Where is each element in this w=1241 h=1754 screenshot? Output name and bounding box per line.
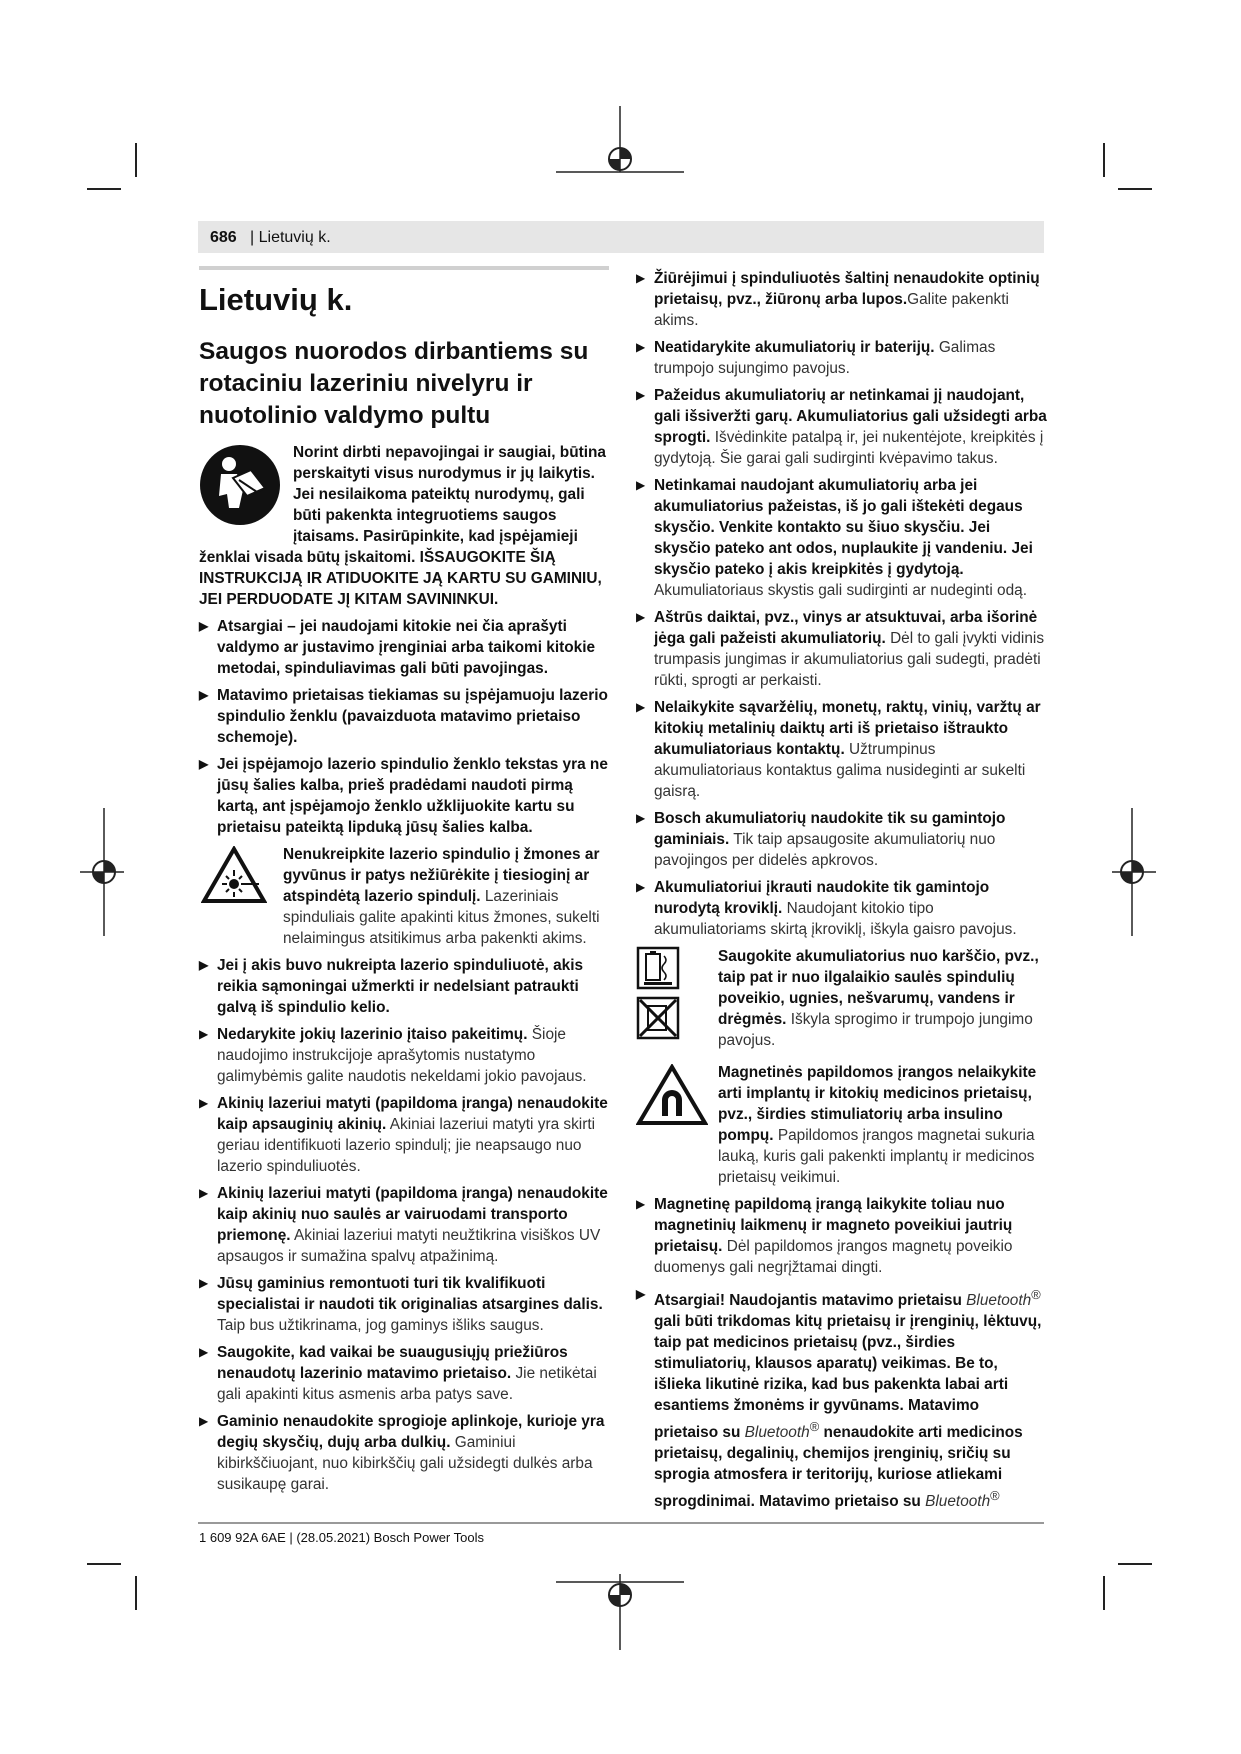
list-item-text: Gaminiui kibirkščiuojant, nuo kibirkščių gali užsidegti dulkės arba susikaupę garai. [217,1434,593,1493]
list-item [636,877,1047,940]
laser-warning-block [199,844,609,949]
magnet-warning-block [636,1062,1047,1188]
heat-warning-block [636,946,1047,1056]
right-column [636,268,1047,1518]
list-item [636,337,1047,379]
registration-mark-right [1112,808,1156,938]
list-item [636,1194,1047,1278]
list-item-bold: Nedarykite jokių lazerinio įtaiso pakeitimų. [217,1026,528,1043]
laser-warning-text: Lazeriniais spinduliais galite apakinti kitus žmones, sukelti nelaimingus atsitikimus arba pakenkti akims. [283,888,600,947]
list-item-text: Užtrumpinus akumuliatoriaus kontaktus galima nusideginti ar sukelti gaisrą. [654,741,1026,800]
list-item-bold: Aštrūs daiktai, pvz., vinys ar atsuktuvai, arba išorinė jėga gali pažeisti akumuliatorių. [654,609,1038,647]
heat-warning-text: Iškyla sprogimo ir trumpojo jungimo pavojus. [718,1011,1033,1049]
list-item [199,1024,609,1087]
bullet-arrow-icon: ▶ [636,610,646,624]
magnet-warning-icon [636,1064,708,1126]
bullet-arrow-icon: ▶ [199,757,209,771]
battery-no-water-icon [636,996,680,1040]
list-item [199,616,609,679]
list-item [636,385,1047,469]
page-title: Lietuvių k. [199,282,353,317]
intro-text: Norint dirbti nepavojingai ir saugiai, būtina perskaityti visus nurodymus ir jų laikytis. Jei nesilaikoma pateiktų nurodymų, gali būti pakenkta integruotiems saugos įtaisams. Pasirūpinkite, kad įspėjamieji ženklai visada būtų įskaitomi. IŠSAUGOKITE ŠIĄ INSTRUKCIJĄ IR ATIDUOKITE JĄ KARTU SU GAMINIU, JEI PERDUODATE JĮ KITAM SAVININKUI. [199,444,606,608]
heat-warning-bold: Saugokite akumuliatorius nuo karščio, pvz., taip pat ir nuo ilgalaikio saulės spindulių poveikio, ugnies, nešvarumų, vandens ir drėgmės. [718,948,1039,1028]
laser-warning-bold: Nenukreipkite lazerio spindulio į žmones ar gyvūnus ir patys nežiūrėkite į tiesioginį ar atspindėtą lazerio spindulį. [283,846,600,905]
list-item-text: Galimas trumpojo sujungimo pavojus. [654,339,996,377]
bullet-arrow-icon: ▶ [199,1027,209,1041]
bullet-arrow-icon: ▶ [636,1287,646,1301]
bullet-arrow-icon: ▶ [636,478,646,492]
list-item-text: Naudojant kitokio tipo akumuliatoriams skirtą įkroviklį, iškyla gaisro pavojus. [654,900,1017,938]
battery-heat-icon [636,946,680,990]
list-item [199,1273,609,1336]
list-item-text: Akumuliatoriaus skystis gali sudirginti ar nudeginti odą. [654,582,1027,599]
list-item-text: Jie netikėtai gali apakinti kitus asmenis arba patys save. [217,1365,597,1403]
list-item [199,754,609,838]
list-item-bold: Saugokite, kad vaikai be suaugusiųjų priežiūros nenaudotų lazerinio matavimo prietaiso. [217,1344,568,1382]
bullet-arrow-icon: ▶ [199,1096,209,1110]
list-item [636,268,1047,331]
bullet-arrow-icon: ▶ [199,1345,209,1359]
list-item-text: Atsargiai – jei naudojami kitokie nei čia aprašyti valdymo ar justavimo įrenginiai arba taikomi kitokie metodai, spinduliavimas gali būti pavojingas. [217,618,596,677]
section-title: Saugos nuorodos dirbantiems su rotaciniu lazeriniu nivelyru ir nuotolinio valdymo pultu [199,338,589,429]
list-item-text: Taip bus užtikrinama, jog gaminys išliks saugus. [217,1317,544,1334]
page-number: 686 [210,229,237,246]
footer-rule [198,1522,1044,1524]
page-footer: 1 609 92A 6AE | (28.05.2021) Bosch Power Tools [199,1530,484,1545]
bullet-arrow-icon: ▶ [199,958,209,972]
list-item-bold: Neatidarykite akumuliatorių ir baterijų. [654,339,935,356]
list-item-text: nenaudokite arti medicinos prietaisų, degalinių, chemijos įrenginių, sričių su sprogia atmosfera ir teritorijų, kuriose atliekami sprogdinimai. Matavimo prietaiso su [654,1424,1023,1511]
bluetooth-term: Bluetooth [966,1292,1032,1310]
magnet-warning-text: Papildomos įrangos magnetai sukuria lauką, kuris gali pakenkti implantų ir medicinos prietaisų veikimui. [718,1127,1035,1186]
list-item-text: Jei įspėjamojo lazerio spindulio ženklo tekstas yra ne jūsų šalies kalba, prieš pradėdami naudoti pirmą kartą, ant įspėjamojo ženklo užklijuokite kartu su prietaisu pateiktą lipduką jūsų šalies kalba. [217,756,608,836]
bullet-arrow-icon: ▶ [636,271,646,285]
list-item-bold: Akinių lazeriui matyti (papildoma įranga) nenaudokite kaip apsauginių akinių. [217,1095,608,1133]
list-item-bold: Netinkamai naudojant akumuliatorių arba jei akumuliatorius pažeistas, iš jo gali ištekėti degaus skysčio. Venkite kontakto su šiuo skysčiu. Jei skysčio pateko ant odos, nuplaukite jį vandeniu. Jei skysčio pateko į akis kreipkitės į gydytoją. [654,477,1033,578]
list-item-bold: Akumuliatoriui įkrauti naudokite tik gamintojo nurodytą kroviklį. [654,879,990,917]
registered-mark: ® [809,1419,820,1435]
list-item-bold: Žiūrėjimui į spinduliuotės šaltinį nenaudokite optinių prietaisų, pvz., žiūronų arba lupos. [654,270,1040,308]
list-item-bold: Gaminio nenaudokite sprogioje aplinkoje, kurioje yra degių skysčių, dujų arba dulkių. [217,1413,605,1451]
header-section: | Lietuvių k. [250,229,331,246]
list-item [199,685,609,748]
bullet-arrow-icon: ▶ [199,619,209,633]
list-item [199,1411,609,1495]
list-item [636,697,1047,802]
list-item-bold: Magnetinę papildomą įrangą laikykite toliau nuo magnetinių laikmenų ir magneto poveikiui jautrių prietaisų. [654,1196,1013,1255]
list-item-text: Dėl papildomos įrangos magnetų poveikio duomenys gali negrįžtamai dingti. [654,1238,1013,1276]
list-item [199,1342,609,1405]
laser-warning-icon [201,846,267,904]
bullet-arrow-icon: ▶ [199,688,209,702]
list-item-text: Galite pakenkti akims. [654,291,1009,329]
list-item-text: Tik taip apsaugosite akumuliatorių nuo pavojingos per didelės apkrovos. [654,831,996,869]
bullet-arrow-icon: ▶ [636,811,646,825]
bullet-arrow-icon: ▶ [636,700,646,714]
list-item-text: Išvėdinkite patalpą ir, jei nukentėjote, kreipkitės į gydytoją. Šie garai gali sudirginti kvėpavimo takus. [654,429,1044,467]
registered-mark: ® [1031,1287,1041,1302]
bullet-arrow-icon: ▶ [636,880,646,894]
header-section-label: Lietuvių k. [258,229,331,246]
list-item-text: Atsargiai! Naudojantis matavimo prietaisu [654,1292,962,1310]
bullet-arrow-icon: ▶ [636,1197,646,1211]
list-item-text: Dėl to gali įvykti vidinis trumpasis jungimas ir akumuliatorius gali sudegti, pradėti rūkti, sprogti ar perkaisti. [654,630,1045,689]
list-item [636,607,1047,691]
list-item-text: gali būti trikdomas kitų prietaisų ir įrenginių, lėktuvų, taip pat medicinos prietaisų (pvz., širdies stimuliatorių, klausos aparatų) veikimas. Be to, išlieka likutinė rizika, kad bus pakenkta labai arti esantiems žmonėms ir gyvūnams. Matavimo prietaiso su [654,1313,1042,1442]
list-item-bold: Jūsų gaminius remontuoti turi tik kvalifikuoti specialistai ir naudoti tik originalias atsargines dalis. [217,1275,603,1313]
list-item [636,808,1047,871]
list-item [199,955,609,1018]
list-item-text: Šioje naudojimo instrukcijoje aprašytomis nustatymo galimybėmis galite naudotis nekeldami jokio pavojaus. [217,1026,587,1085]
magnet-warning-bold: Magnetinės papildomos įrangos nelaikykite arti implantų ir kitokių medicinos prietaisų, pvz., širdies stimuliatorių arba insulino pompų. [718,1064,1037,1144]
list-item-text: Akiniai lazeriui matyti yra skirti geriau identifikuoti lazerio spindulį; jie neapsaugo nuo lazerio spinduliuotės. [217,1116,596,1175]
bullet-arrow-icon: ▶ [199,1276,209,1290]
list-item-bold: Nelaikykite sąvaržėlių, monetų, raktų, vinių, varžtų ar kitokių metalinių daiktų arti iš prietaiso ištraukto akumuliatoriaus kontaktų. [654,699,1041,758]
list-item [199,1183,609,1267]
bullet-arrow-icon: ▶ [636,340,646,354]
read-manual-icon [199,444,281,526]
left-column [199,266,609,1501]
registration-mark-bottom [556,1574,686,1652]
title-rule [199,266,609,270]
bullet-arrow-icon: ▶ [199,1414,209,1428]
registration-mark-left [80,808,124,938]
list-item [636,1284,1047,1512]
intro-paragraph [199,442,609,610]
bullet-arrow-icon: ▶ [199,1186,209,1200]
bluetooth-term: Bluetooth [744,1424,810,1442]
list-item [636,475,1047,601]
bullet-arrow-icon: ▶ [636,388,646,402]
registered-mark: ® [990,1488,1000,1504]
list-item-text: Jei į akis buvo nukreipta lazerio spinduliuotė, akis reikia sąmoningai užmerkti ir nedelsiant patraukti galvą iš spindulio kelio. [217,957,584,1016]
list-item-bold: Akinių lazeriui matyti (papildoma įranga) nenaudokite kaip akinių nuo saulės ar vairuodami transporto priemonę. [217,1185,608,1244]
bluetooth-term: Bluetooth [925,1493,991,1511]
list-item-bold: Pažeidus akumuliatorių ar netinkamai jį naudojant, gali išsiveržti garų. Akumuliatorius gali užsidegti arba sprogti. [654,387,1047,446]
list-item-bold: Bosch akumuliatorių naudokite tik su gamintojo gaminiais. [654,810,1006,848]
registration-mark-top [556,106,686,180]
list-item [199,1093,609,1177]
list-item-text: Akiniai lazeriui matyti neužtikrina visiškos UV apsaugos ir sumažina spalvų atpažinimą. [217,1227,601,1265]
list-item-text: Matavimo prietaisas tiekiamas su įspėjamuoju lazerio spindulio ženklu (pavaizduota matavimo prietaiso schemoje). [217,687,608,746]
